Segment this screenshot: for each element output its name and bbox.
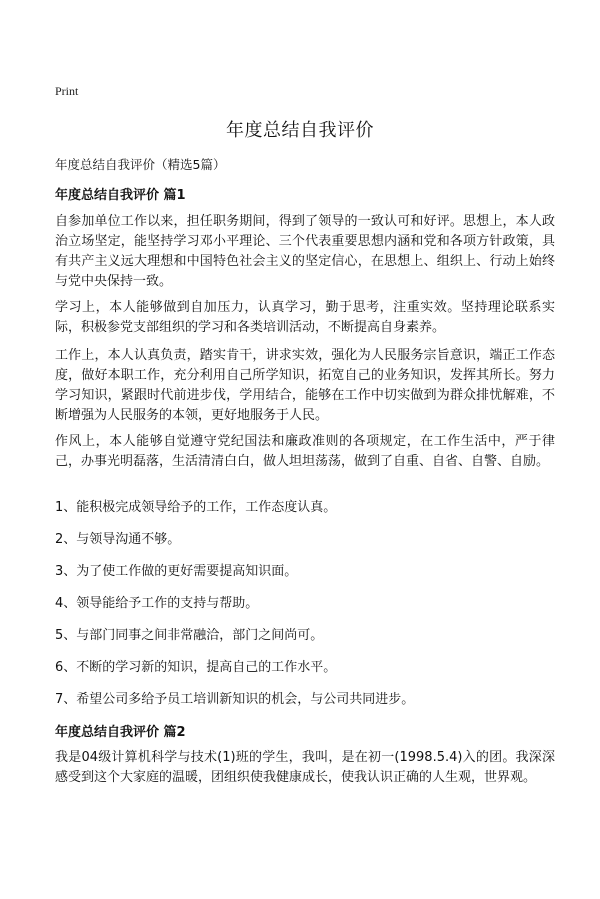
list-item: 5、与部门同事之间非常融洽，部门之间尚可。: [55, 628, 324, 643]
list-item: 6、不断的学习新的知识，提高自己的工作水平。: [55, 660, 337, 675]
document-title: 年度总结自我评价: [226, 120, 374, 141]
list-item: 7、希望公司多给予员工培训新知识的机会，与公司共同进步。: [55, 692, 415, 707]
list-item: 3、为了使工作做的更好需要提高知识面。: [55, 564, 298, 579]
list-item: 4、领导能给予工作的支持与帮助。: [55, 596, 259, 611]
print-label: Print: [55, 84, 79, 98]
list-item: 2、与领导沟通不够。: [55, 532, 181, 547]
section-heading-2: 年度总结自我评价 篇2: [55, 725, 186, 740]
document-subtitle: 年度总结自我评价（精选5篇）: [55, 157, 226, 172]
paragraph-style: 作风上，本人能够自觉遵守党纪国法和廉政准则的各项规定，在工作生活中，严于律己，办事光明磊落，生活清清白白，做人坦坦荡荡，做到了自重、自省、自警、自励。: [55, 434, 555, 469]
paragraph-work: 工作上，本人认真负责，踏实肯干，讲求实效，强化为人民服务宗旨意识，端正工作态度，做好本职工作，充分利用自己所学知识，拓宽自己的业务知识，发挥其所长。努力学习知识，紧跟时代前进步伐，学用结合，能够在工作中切实做到为群众排忧解难，不断增强为人民服务的本领，更好地服务于人民。: [55, 348, 555, 423]
section-heading-1: 年度总结自我评价 篇1: [55, 188, 186, 203]
paragraph-intro: 我是04级计算机科学与技术(1)班的学生，我叫，是在初一(1998.5.4)入的团。我深深感受到这个大家庭的温暖，团组织使我健康成长，使我认识正确的人生观，世界观。: [55, 750, 555, 785]
list-item: 1、能积极完成领导给予的工作，工作态度认真。: [55, 500, 337, 515]
paragraph-thought: 自参加单位工作以来，担任职务期间，得到了领导的一致认可和好评。思想上，本人政治立场坚定，能坚持学习邓小平理论、三个代表重要思想内涵和党和各项方针政策，具有共产主义远大理想和中国特色社会主义的坚定信心，在思想上、组织上、行动上始终与党中央保持一致。: [55, 214, 555, 289]
paragraph-study: 学习上，本人能够做到自加压力，认真学习，勤于思考，注重实效。坚持理论联系实际，积极参党支部组织的学习和各类培训活动，不断提高自身素养。: [55, 300, 555, 335]
